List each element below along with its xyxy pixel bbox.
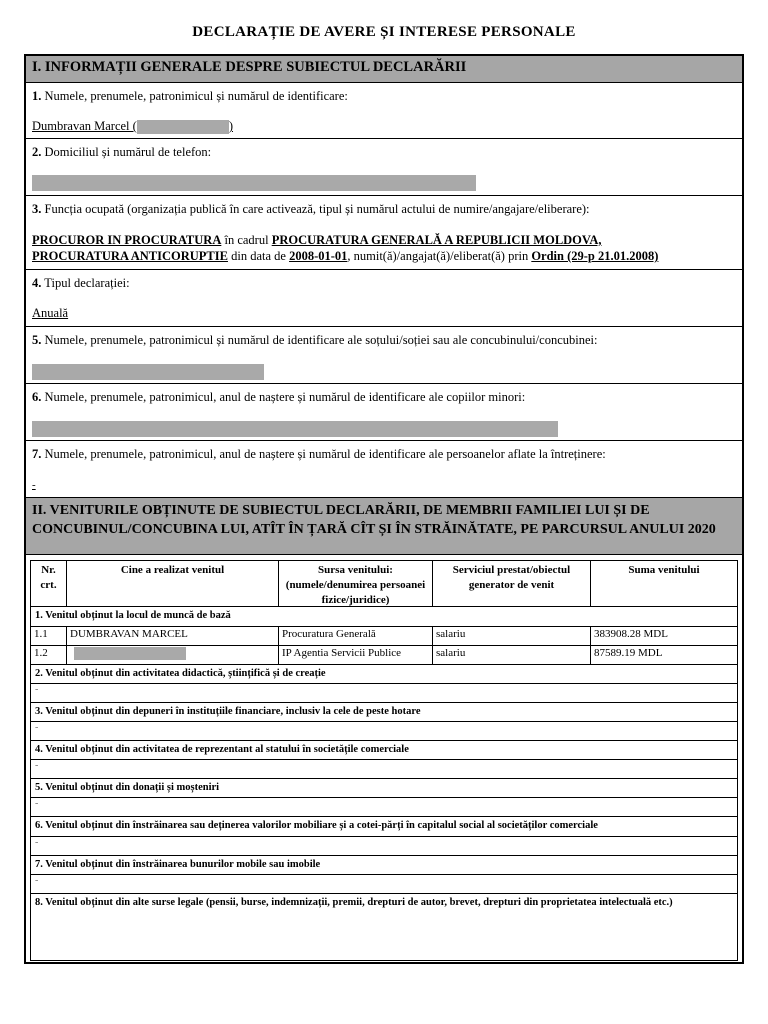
income-table: [30, 560, 738, 961]
redacted-id: [137, 120, 229, 134]
field-dependents: [26, 441, 742, 498]
field-position-label: 3. Funcția ocupată (organizația publică în care activează, tipul și numărul actului de numire/angajare/eliberare):: [32, 202, 590, 216]
document-title: DECLARAȚIE DE AVERE ȘI INTERESE PERSONALE: [192, 24, 576, 40]
redacted-children: [32, 421, 558, 437]
field-address-label: 2. Domiciliul și numărul de telefon:: [32, 145, 212, 159]
cell-amount: 383908.28 MDL: [594, 628, 668, 640]
cell-source: IP Agentia Servicii Publice: [279, 646, 433, 664]
table-row: [31, 646, 737, 665]
redacted-spouse: [32, 364, 264, 380]
cell-amount: 87589.19 MDL: [594, 647, 663, 659]
redacted-who: [74, 647, 186, 660]
income-category-3: 3. Venitul obținut din depuneri în instituțiile financiare, inclusiv la cele de peste hotare: [31, 703, 737, 722]
field-spouse: [26, 327, 742, 384]
field-children-label: 6. Numele, prenumele, patronimicul, anul de naștere și numărul de identificare ale copiilor minori:: [32, 390, 526, 404]
cell-who: [67, 646, 279, 664]
field-declaration-type: [26, 270, 742, 327]
income-category-3-empty: -: [31, 722, 737, 741]
col-nr: Nr. crt.: [31, 561, 67, 606]
income-category-5: 5. Venitul obținut din donații și moșteniri: [31, 779, 737, 798]
income-table-header: [31, 561, 737, 607]
cell-service: salariu: [433, 627, 591, 645]
field-position: [26, 196, 742, 270]
field-position-value: PROCUROR IN PROCURATURA în cadrul PROCURATURA GENERALĂ A REPUBLICII MOLDOVA, PROCURATURA ANTICORUPTIE din data de 2008-01-01, numit(ă)/angajat(ă)/eliberat(ă) prin Ordin (29-p 21.01.2008): [32, 233, 659, 263]
field-declaration-type-label: 4. Tipul declarației:: [32, 276, 130, 290]
field-address-phone: [26, 139, 742, 196]
field-declaration-type-value: Anuală: [32, 306, 69, 320]
cell-nr: 1.2: [31, 646, 67, 664]
income-category-4-empty: -: [31, 760, 737, 779]
col-source: Sursa venitului: (numele/denumirea persoanei fizice/juridice): [279, 561, 433, 606]
cell-nr: 1.1: [31, 627, 67, 645]
field-identity: [26, 83, 742, 139]
cell-who: DUMBRAVAN MARCEL: [67, 627, 279, 645]
field-children: [26, 384, 742, 441]
income-category-6-empty: -: [31, 837, 737, 856]
field-spouse-label: 5. Numele, prenumele, patronimicul și numărul de identificare ale soțului/soției sau ale concubinului/concubinei:: [32, 333, 598, 347]
income-category-1: 1. Venitul obținut la locul de muncă de bază: [31, 607, 737, 627]
table-row: [31, 627, 737, 646]
field-identity-label: 1. Numele, prenumele, patronimicul și numărul de identificare:: [32, 89, 348, 103]
income-category-4: 4. Venitul obținut din activitatea de reprezentant al statului în societățile comerciale: [31, 741, 737, 760]
col-who: Cine a realizat venitul: [67, 561, 279, 606]
cell-service: salariu: [433, 646, 591, 664]
section-1-heading: I. INFORMAȚII GENERALE DESPRE SUBIECTUL DECLARĂRII: [26, 56, 742, 83]
income-category-6: 6. Venitul obținut din înstrăinarea sau deținerea valorilor mobiliare și a cotei-părți în capitalul social al societăților comerciale: [31, 817, 737, 837]
col-amount: Suma venitului: [628, 564, 700, 576]
income-category-2-empty: -: [31, 684, 737, 703]
income-category-7-empty: -: [31, 875, 737, 894]
income-category-5-empty: -: [31, 798, 737, 817]
field-identity-value: Dumbravan Marcel ( ): [32, 119, 233, 133]
cell-source: Procuratura Generală: [279, 627, 433, 645]
col-service: Serviciul prestat/obiectul generator de venit: [433, 561, 591, 606]
declaration-form: [24, 54, 744, 964]
income-category-7: 7. Venitul obținut din înstrăinarea bunurilor mobile sau imobile: [31, 856, 737, 875]
redacted-address: [32, 175, 476, 191]
section-2-heading: II. VENITURILE OBȚINUTE DE SUBIECTUL DECLARĂRII, DE MEMBRII FAMILIEI LUI ȘI DE CONCUBINUL/CONCUBINA LUI, ATÎT ÎN ȚARĂ CÎT ȘI ÎN STRĂINĂTATE, PE PARCURSUL ANULUI 2020: [26, 498, 742, 555]
income-category-2: 2. Venitul obținut din activitatea didactică, științifică și de creație: [31, 665, 737, 684]
field-dependents-label: 7. Numele, prenumele, patronimicul, anul de naștere și numărul de identificare ale persoanelor aflate la întreținere:: [32, 447, 606, 461]
field-dependents-value: -: [32, 479, 36, 491]
income-category-8: 8. Venitul obținut din alte surse legale (pensii, burse, indemnizații, premii, drepturi de autor, brevet, drepturi din proprietatea intelectuală etc.): [35, 897, 673, 908]
